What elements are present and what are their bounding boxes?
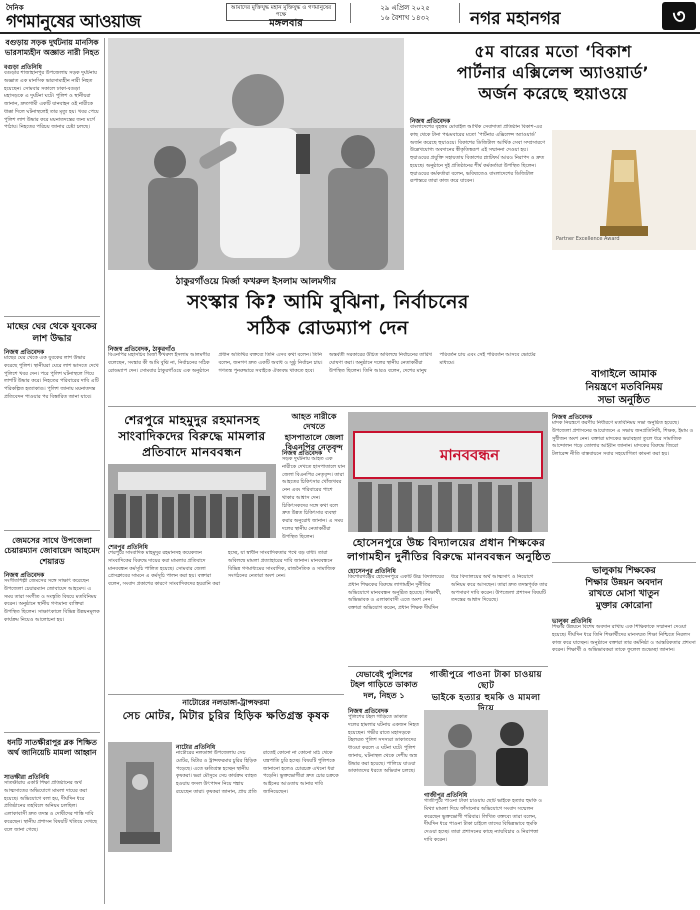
teacher-byline: ভালুকা প্রতিনিধি: [552, 618, 592, 625]
newspaper-logo: গণমানুষের আওয়াজ: [6, 12, 141, 32]
gazipur-body: গাজীপুরে পাওনা টাকা চাওয়ায় ছোট ভাইকে হত্যার হুমকি ও মিথ্যা মামলা দিয়ে ফাঁসানোর অভিযোগে সংবাদ সম্মেলন করেছেন ভুক্তভোগী পরিবার। লিখিত বক্তব্যে তারা বলেন, দীর্ঘদিন ধরে পাওনা টাকা চাইলে তাদের বিভিন্নভাবে হুমকি দেওয়া হচ্ছে। তারা প্রশাসনের কাছে ন্যায়বিচার ও নিরাপত্তা দাবি করেন।: [424, 798, 542, 843]
lagam-headline-line2: লাগামহীন দুর্নীতির বিরুদ্ধে মানববন্ধন অনুষ্ঠিত: [347, 551, 551, 564]
irrigation-pump-illustration: [108, 742, 172, 852]
award-photo: [552, 130, 696, 250]
award-body-right: [552, 254, 696, 364]
protest-banner-illustration: [348, 412, 548, 532]
award-headline-line2: পার্টনার এক্সিলেন্স অ্যাওয়ার্ড’: [456, 62, 650, 82]
divider: [108, 694, 344, 695]
hazard-body: সড়ক দুর্ঘটনায় আহত এক নারীকে দেখতে হাসপাতালে যান জেলা বিএনপির নেতৃবৃন্দ। তারা আহতের চিকিৎসার খোঁজখবর নেন এবং পরিবারের পাশে থাকার আশ্বাস দেন। চিকিৎসকদের সঙ্গে কথা বলে দ্রুত উন্নত চিকিৎসার ব্যবস্থা করার অনুরোধ জানান। এ সময় দলের স্থানীয় নেতাকর্মীরা উপস্থিত ছিলেন।: [282, 456, 346, 540]
lagam-headline-line1: হোসেনপুরে উচ্চ বিদ্যালয়ের প্রধান শিক্ষকের: [352, 537, 546, 549]
divider: [4, 316, 100, 317]
banglay-headline: [552, 368, 696, 407]
divider: [4, 732, 100, 733]
col1-story1-body: বগুড়ার শাজাহানপুর উপজেলায় সড়ক দুর্ঘটনায় অজ্ঞাত এক মানসিক ভারসাম্যহীন নারী নিহত হয়েছেন। সোমবার সকালে ঢাকা-বগুড়া মহাসড়কে এ দুর্ঘটনা ঘটে। পুলিশ ও স্থানীয়রা জানান, দ্রুতগামী একটি যানবাহন ওই নারীকে ধাক্কা দিলে ঘটনাস্থলেই তার মৃত্যু হয়। খবর পেয়ে পুলিশ লাশ উদ্ধার করে ময়নাতদন্তের জন্য মর্গে পাঠায়। নিহতের পরিচয় জানার চেষ্টা চলছে।: [4, 70, 99, 131]
banglay-body: মাদক নিয়ন্ত্রণে করণীয় নির্ধারণে মতবিনিময় সভা অনুষ্ঠিত হয়েছে। উপজেলা প্রশাসনের আয়োজনে এ সভায় জনপ্রতিনিধি, শিক্ষক, ইমাম ও সুধীজন অংশ নেন। বক্তারা মাদকের ভয়াবহতা তুলে ধরে সামাজিক আন্দোলন গড়ে তোলার আহ্বান জানান। মাদকের বিরুদ্ধে জিরো টলারেন্স নীতি বাস্তবায়নে সবার সহযোগিতা কামনা করা হয়।: [552, 420, 694, 457]
teacher-headline: [552, 566, 696, 613]
brand-prefix: দৈনিক: [6, 4, 24, 12]
award-plaque-text: Partner Excellence Award: [556, 236, 620, 242]
lagam-body: কিশোরগঞ্জের হোসেনপুরে একটি উচ্চ বিদ্যালয়ের প্রধান শিক্ষকের বিরুদ্ধে লাগামহীন দুর্নীতির অভিযোগে মানববন্ধন অনুষ্ঠিত হয়েছে। শিক্ষার্থী, অভিভাবক ও এলাকাবাসী এতে অংশ নেন। বক্তারা অভিযোগ করেন, প্রধান শিক্ষক দীর্ঘদিন ধরে বিদ্যালয়ের অর্থ আত্মসাৎ ও নিয়োগে অনিয়ম করে আসছেন। তারা দ্রুত তদন্তপূর্বক তার অপসারণ দাবি করেন। উপজেলা প্রশাসন বিষয়টি তদন্তের আশ্বাস দিয়েছে।: [348, 574, 548, 611]
main-headline: [108, 290, 548, 341]
col1-story3-byline: নিজস্ব প্রতিবেদক: [4, 572, 45, 579]
hazard-headline-line1: আহত নারীকে দেখতে: [291, 412, 337, 432]
gazipur-headline-line2: ভাইকে হত্যার হুমকি ও মামলা: [431, 692, 541, 703]
column-rule: [104, 38, 105, 904]
natore-headline: সেচ মোটর, মিটার চুরির হিড়িক ক্ষতিগ্রস্ত কৃষক: [122, 710, 330, 722]
sherpur-photo: [108, 464, 276, 538]
col1-story1-headline: বগুড়ায় সড়ক দুর্ঘটনায় মানসিক ভারসাম্যহীন অজ্ঞাত নারী নিহত: [4, 38, 100, 57]
date-en: ২৯ এপ্রিল ২০২৫: [380, 4, 430, 12]
lagam-photo: [348, 412, 548, 532]
speaker-photo-illustration: [108, 38, 404, 270]
col1-story4-body: সাতক্ষীরায় একটি শিক্ষা প্রতিষ্ঠানের অর্থ আত্মসাতের অভিযোগে মামলা দায়ের করা হয়েছে। অভিযোগে বলা হয়, দীর্ঘদিন ধরে প্রতিষ্ঠানের তহবিলে অনিয়ম চলছিল। এলাকাবাসী দ্রুত তদন্ত ও দোষীদের শাস্তি দাবি করেছেন। স্থানীয় প্রশাসন বিষয়টি খতিয়ে দেখছে বলে জানা গেছে।: [4, 780, 98, 833]
police-headline: [348, 670, 420, 701]
divider: [348, 666, 548, 667]
sherpur-body: শেরপুরে সাংবাদিক মাহমুদুর রহমানসহ কয়েকজন সাংবাদিকের বিরুদ্ধে দায়ের করা মামলার প্রতিবাদে মানববন্ধন কর্মসূচি পালিত হয়েছে। সোমবার জেলা প্রেসক্লাবের সামনে এ কর্মসূচি পালন করা হয়। বক্তারা বলেন, সংবাদ প্রকাশের কারণে সাংবাদিকদের হয়রানি করা হচ্ছে, যা স্বাধীন সাংবাদিকতার পথে বড় বাধা। তারা অবিলম্বে মামলা প্রত্যাহারের দাবি জানান। মানববন্ধনে বিভিন্ন গণমাধ্যমের সাংবাদিক, রাজনৈতিক ও সামাজিক সংগঠনের নেতারা অংশ নেন।: [108, 550, 336, 587]
banglay-headline-line1: বাগাইলে আমাক: [591, 369, 657, 380]
lagam-headline: [346, 536, 552, 564]
sherpur-headline: [108, 412, 276, 461]
col1-story4-headline: ধনটি সাতক্ষীরাপুর ব্লক শিক্ষিত অর্থ জানিয়েচি মামলা আহ্বান: [7, 738, 97, 757]
teacher-headline-line2: শিক্ষার উন্নয়ন অবদান: [585, 577, 663, 588]
press-conference-illustration: [424, 710, 548, 786]
col1-story2-body: মাছের ঘের থেকে এক যুবকের লাশ উদ্ধার করেছে পুলিশ। স্থানীয়রা ঘেরে লাশ ভাসতে দেখে পুলিশে খবর দেন। পরে পুলিশ ঘটনাস্থলে গিয়ে লাশটি উদ্ধার করে। নিহতের পরিবারের দাবি এটি পরিকল্পিত হত্যাকাণ্ড। পুলিশ জানায় ময়নাতদন্ত প্রতিবেদন পাওয়ার পর বিস্তারিত জানা যাবে।: [4, 355, 99, 400]
police-headline-line3: দল, নিহত ১: [363, 690, 405, 700]
banglay-byline: নিজস্ব প্রতিবেদক: [552, 414, 593, 421]
sherpur-headline-line3: প্রতিবাদে মানববন্ধন: [142, 445, 242, 460]
sherpur-headline-line1: শেরপুরে মাহমুদুর রহমানসহ: [124, 413, 260, 427]
award-byline: নিজস্ব প্রতিবেদক: [410, 118, 451, 125]
main-kicker: ঠাকুরগাঁওয়ে মির্জা ফখরুল ইসলাম আলমগীর: [175, 277, 337, 287]
tagline: আমাদের মুক্তিযুদ্ধ মহান মুক্তিযুদ্ধ ও গণমানুষের পক্ষে: [226, 3, 336, 21]
col1-story2-byline: নিজস্ব প্রতিবেদক: [4, 349, 45, 356]
main-photo: [108, 38, 404, 270]
col1-story1-byline: বগুড়া প্রতিনিধি: [4, 64, 42, 71]
banglay-headline-line2: নিয়ন্ত্রণে মতবিনিময়: [585, 382, 663, 393]
lagam-byline: হোসেনপুর প্রতিনিধি: [348, 568, 396, 575]
col1-story3-headline: জেমসের সাথে উপজেলা চেয়ারম্যান জোবায়েদ আহমেদ শেয়ারড: [4, 536, 100, 566]
natore-photo: [108, 742, 172, 852]
award-headline-line3: অর্জন করেছে হুয়াওয়ে: [478, 83, 628, 103]
sherpur-byline: শেরপুর প্রতিনিধি: [108, 544, 148, 551]
main-body: বিএনপির মহাসচিব মির্জা ফখরুল ইসলাম আলমগীর বলেছেন, সংস্কার কী আমি বুঝি না, নির্বাচনের সঠিক রোডম্যাপ দেন। সোমবার ঠাকুরগাঁওয়ে এক অনুষ্ঠানে প্রধান অতিথির বক্তব্যে তিনি এসব কথা বলেন। তিনি বলেন, জনগণ দ্রুত একটি অবাধ ও সুষ্ঠু নির্বাচন চায়। গণতন্ত্র পুনরুদ্ধারে সবাইকে ঐক্যবদ্ধ থাকতে হবে। অন্তর্বর্তী সরকারের উচিত অবিলম্বে নির্বাচনের তারিখ ঘোষণা করা। অনুষ্ঠানে দলের স্থানীয় নেতাকর্মীরা উপস্থিত ছিলেন। তিনি আরও বলেন, দেশের মানুষ পরিবর্তন চায় এবং সেই পরিবর্তন আসবে ভোটের মাধ্যমে।: [108, 352, 536, 374]
natore-kicker: নাটোরের নলডাঙ্গা-ট্রান্সফরমা: [182, 698, 270, 707]
teacher-body: শিক্ষার উন্নয়নে বিশেষ অবদান রাখায় এক শিক্ষিকাকে সম্মাননা দেওয়া হয়েছে। দীর্ঘদিন ধরে তিনি শিক্ষার্থীদের মানসম্মত শিক্ষা নিশ্চিতে নিরলস কাজ করে যাচ্ছেন। অনুষ্ঠানে বক্তারা তার কর্মনিষ্ঠা ও আন্তরিকতার প্রশংসা করেন। শিক্ষার্থী ও অভিভাবকরা তাকে ফুলেল শুভেচ্ছা জানান।: [552, 624, 696, 654]
date-box: [350, 3, 460, 23]
gazipur-byline: গাজীপুর প্রতিনিধি: [424, 792, 468, 799]
teacher-headline-line3: রাখতে মোসা খাতুন: [588, 589, 660, 600]
divider: [4, 530, 100, 531]
day-label: মঙ্গলবার: [269, 18, 303, 29]
col1-story3-body: সংগীতশিল্পী জেমসের সঙ্গে সাক্ষাৎ করেছেন উপজেলা চেয়ারম্যান জোবায়েদ আহমেদ। এ সময় তারা সংগীত ও সংস্কৃতি বিষয়ে মতবিনিময় করেন। অনুষ্ঠানে স্থানীয় গণ্যমান্য ব্যক্তিরা উপস্থিত ছিলেন। সাক্ষাৎকালে বিভিন্ন উন্নয়নমূলক কার্যক্রম নিয়েও আলোচনা হয়।: [4, 578, 100, 623]
award-headline: [410, 42, 696, 104]
main-headline-line2: সঠিক রোডম্যাপ দেন: [247, 316, 409, 339]
police-headline-line2: টহল গাড়িতে ডাকাত: [350, 680, 418, 690]
natore-byline: নাটোর প্রতিনিধি: [176, 744, 216, 751]
col1-story2-headline: মাছের ঘের থেকে যুবকের লাশ উদ্ধার: [7, 322, 97, 344]
natore-body: নাটোরের নলডাঙ্গা উপজেলায় সেচ মোটর, মিটার ও ট্রান্সফরমার চুরির হিড়িক পড়েছে। এতে ক্ষতিগ্রস্ত হচ্ছেন স্থানীয় কৃষকরা। ভরা মৌসুমে সেচ কার্যক্রম ব্যাহত হওয়ায় ফসল উৎপাদন নিয়ে শঙ্কায় রয়েছেন তারা। কৃষকরা জানান, প্রায় প্রতি রাতেই কোনো না কোনো মাঠ থেকে যন্ত্রপাতি চুরি হচ্ছে। বিষয়টি পুলিশকে জানানো হলেও চোরচক্র এখনো ধরা পড়েনি। ভুক্তভোগীরা দ্রুত চোর চক্রকে আইনের আওতায় আনার দাবি জানিয়েছেন।: [176, 750, 339, 795]
banner-text: মানববন্ধন: [440, 446, 500, 464]
teacher-headline-line1: ভালুকায় শিক্ষকের: [592, 566, 656, 576]
main-byline: নিজস্ব প্রতিবেদক, ঠাকুরগাঁও: [108, 346, 176, 353]
hazard-headline-line2: হাসপাতালে জেলা: [284, 432, 344, 442]
gazipur-headline-line1: গাজীপুরে পাওনা টাকা চাওয়ায় ছোট: [429, 670, 543, 692]
police-body: পুলিশের টহল গাড়িতে ডাকাত দলের হামলার ঘটনায় একজন নিহত হয়েছেন। গভীর রাতে মহাসড়কে টহলরত পুলিশ সদস্যরা ডাকাতদের ধাওয়া করলে এ ঘটনা ঘটে। পুলিশ জানায়, ঘটনাস্থল থেকে দেশীয় অস্ত্র উদ্ধার করা হয়েছে। পালিয়ে যাওয়া ডাকাতদের ধরতে অভিযান চলছে।: [348, 714, 419, 775]
teacher-headline-line4: মুক্তার কোরোনা: [595, 601, 653, 612]
banglay-headline-line3: সভা অনুষ্ঠিত: [598, 395, 650, 406]
award-headline-line1: ৫ম বারের মতো ‘বিকাশ: [474, 42, 632, 61]
divider: [552, 562, 696, 563]
award-body: বাংলাদেশের বৃহত্তম মোবাইল আর্থিক সেবাদাতা প্রতিষ্ঠান বিকাশ-এর কাছ থেকে টানা পঞ্চমবারের মতো ‘পার্টনার এক্সিলেন্স অ্যাওয়ার্ড’ অর্জন করেছে হুয়াওয়ে। বিকাশের ডিজিটাল আর্থিক সেবা সম্প্রসারণে উল্লেখযোগ্য অবদানের স্বীকৃতিস্বরূপ এই সম্মাননা দেওয়া হয়। হুয়াওয়ের প্রযুক্তি সহায়তায় বিকাশের প্ল্যাটফর্ম আরও নিরাপদ ও দ্রুত হয়েছে। অনুষ্ঠানে দুই প্রতিষ্ঠানের শীর্ষ কর্মকর্তারা উপস্থিত ছিলেন। হুয়াওয়ের কর্মকর্তারা বলেন, ভবিষ্যতেও বাংলাদেশের ডিজিটাল রূপান্তরে তারা কাজ করে যাবেন।: [410, 124, 546, 185]
human-chain-illustration: [108, 464, 276, 538]
sherpur-headline-line2: সাংবাদিকদের বিরুদ্ধে মামলার: [118, 429, 266, 444]
main-headline-line1: সংস্কার কি? আমি বুঝিনা, নির্বাচনের: [187, 291, 469, 313]
hazard-byline: নিজস্ব প্রতিবেদক: [282, 450, 323, 457]
police-headline-line1: যেভাবেই পুলিশের: [355, 670, 413, 679]
date-bn: ১৬ বৈশাখ ১৪৩২: [380, 14, 430, 23]
police-byline: নিজস্ব প্রতিবেদক: [348, 708, 389, 715]
gazipur-photo: [424, 710, 548, 786]
hazard-headline-line3: বিএনপির নেতৃবৃন্দ: [285, 443, 343, 453]
section-title: নগর মহানগর: [470, 9, 561, 29]
col1-story4-byline: সাতক্ষীরা প্রতিনিধি: [4, 774, 49, 781]
award-trophy-illustration: [552, 130, 696, 250]
page-number: ৩: [662, 2, 696, 30]
